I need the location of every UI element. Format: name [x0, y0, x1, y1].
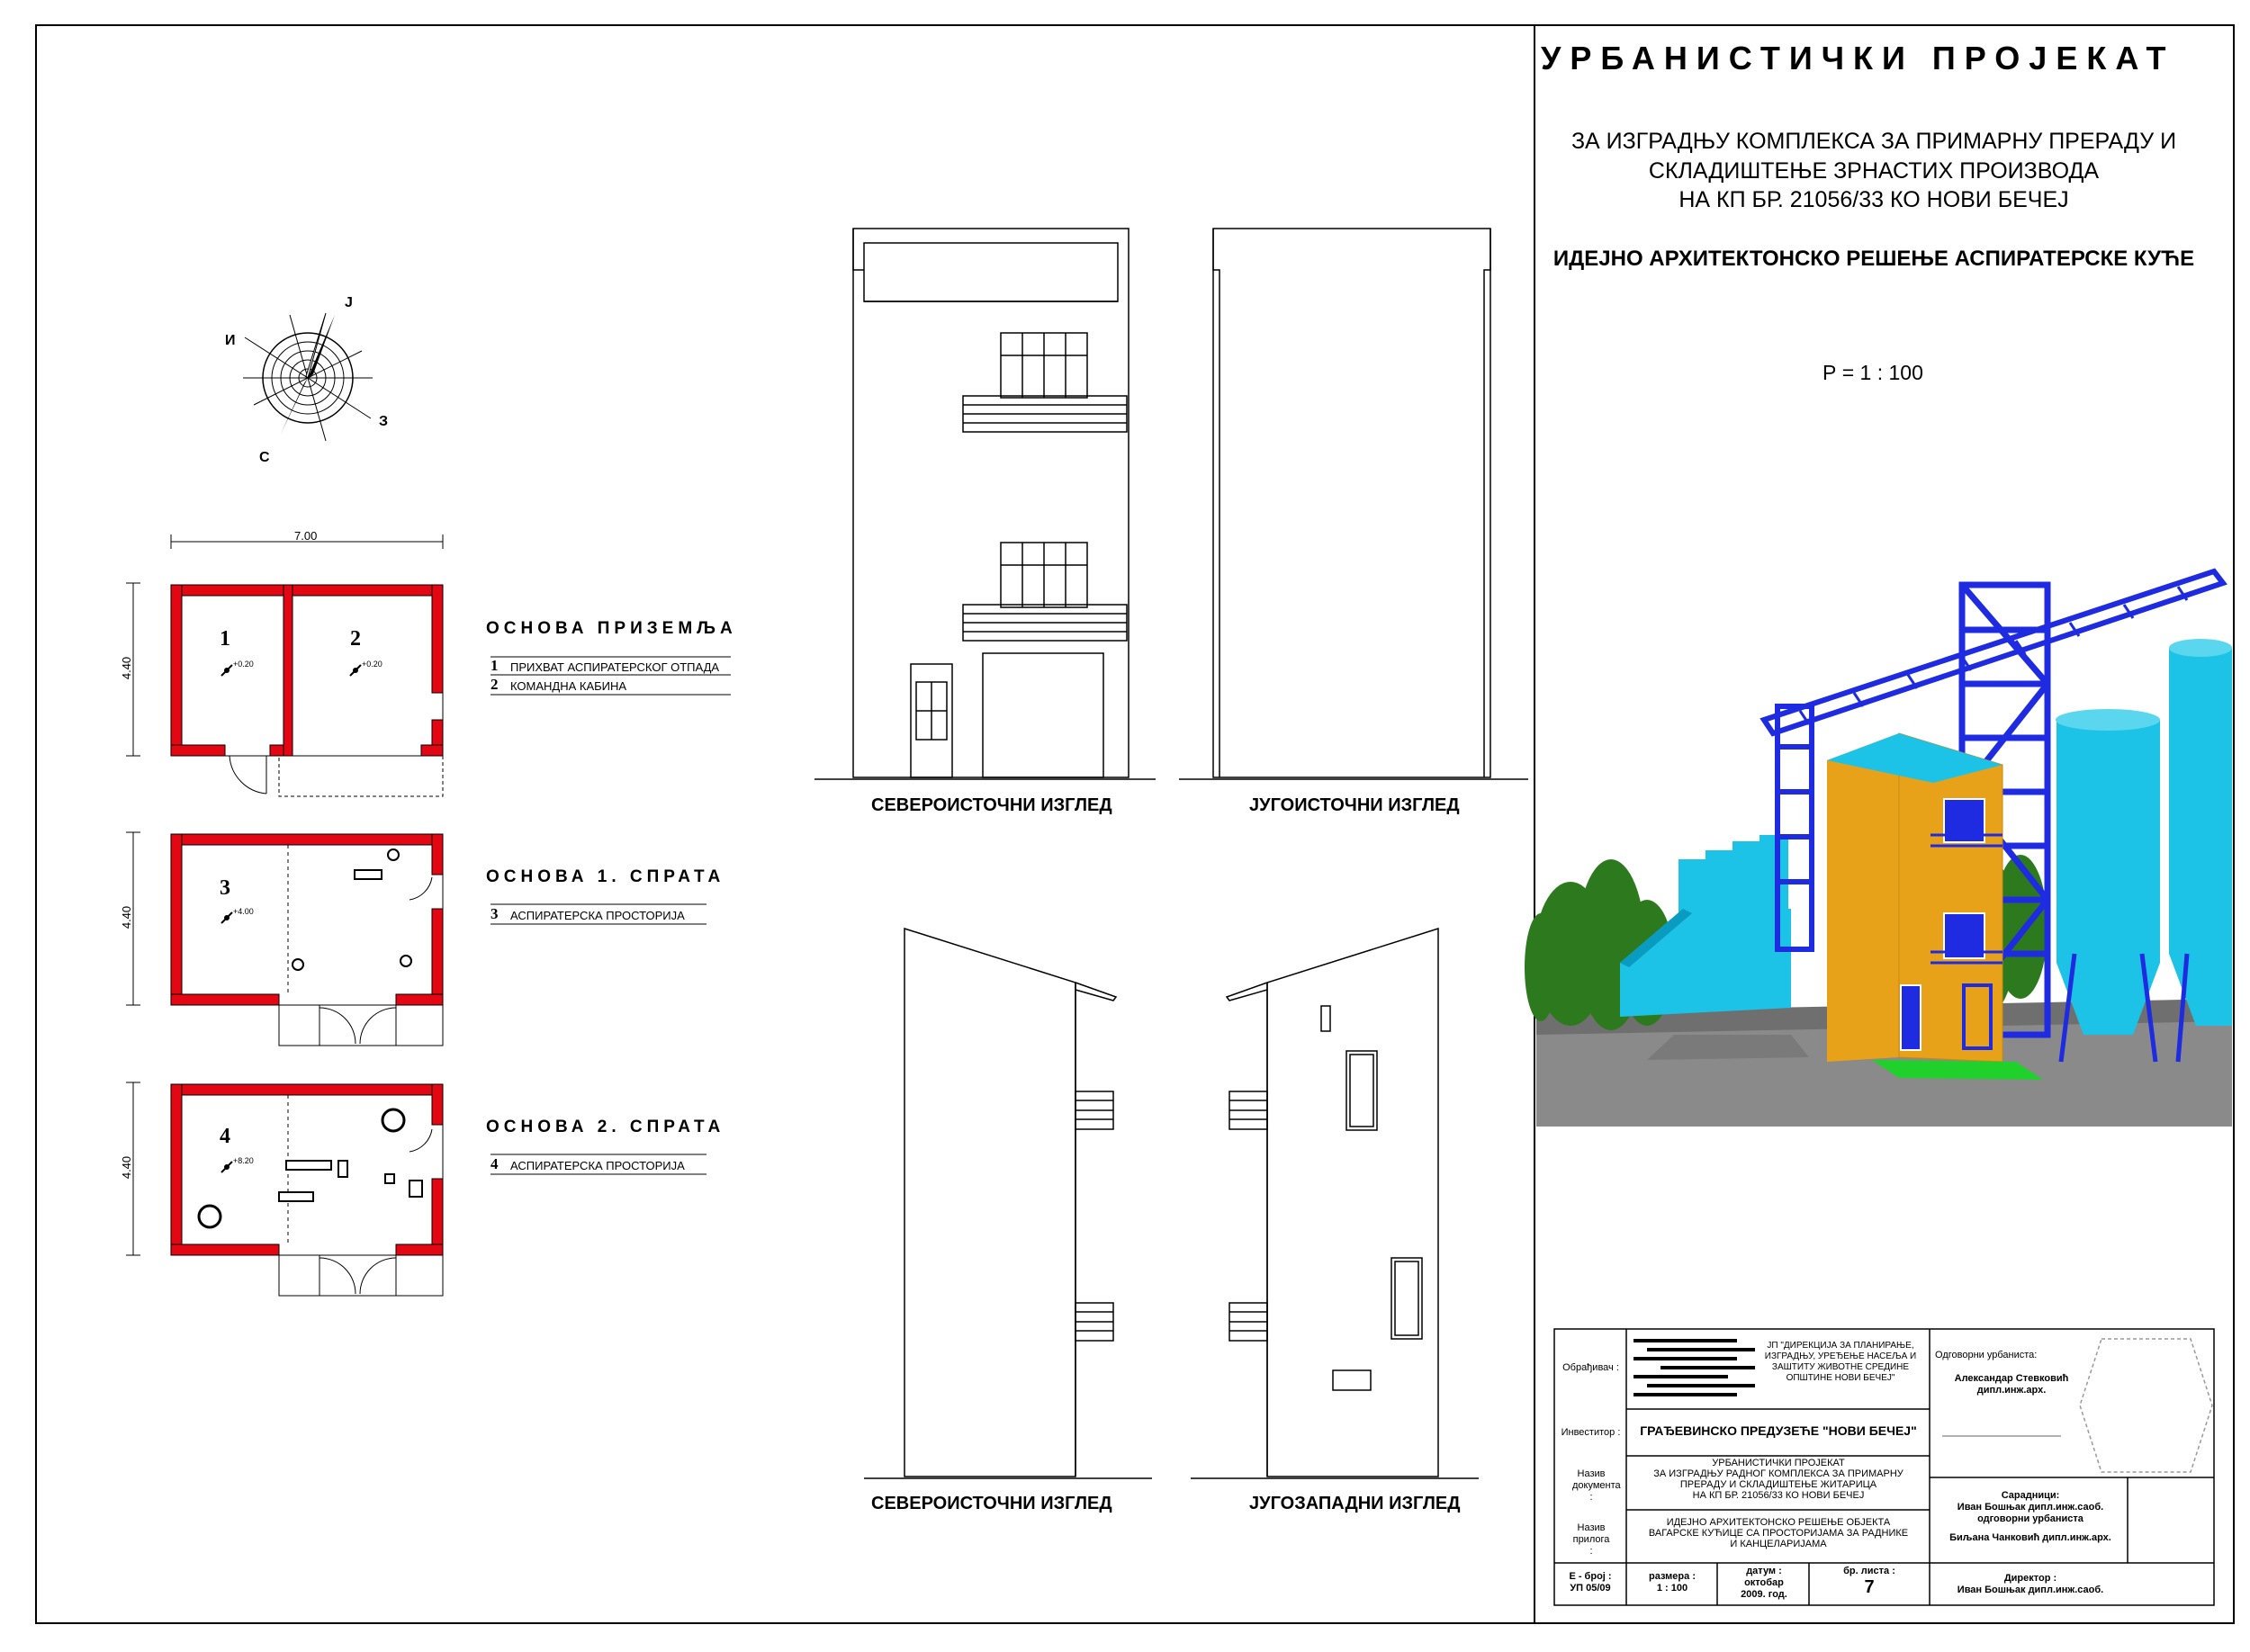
ground-level-mark-1: +0.20	[233, 660, 254, 669]
tb-investor-name: ГРАЂЕВИНСКО ПРЕДУЗЕЋЕ "НОВИ БЕЧЕЈ"	[1640, 1423, 1917, 1438]
processor-logo	[1634, 1341, 1755, 1395]
compass-label-n: С	[259, 450, 270, 465]
legend-num-4: 4	[490, 1155, 499, 1172]
tb-director: Директор : Иван Бошњак дипл.инж.саоб.	[1957, 1573, 2104, 1595]
legend-num-2: 2	[490, 676, 499, 693]
first-level-mark: +4.00	[233, 907, 254, 916]
tb-e-number: Е - број : УП 05/09	[1569, 1571, 1612, 1594]
ground-floor-plan	[126, 534, 443, 796]
project-subtitle-line-2: СКЛАДИШТЕЊЕ ЗРНАСТИХ ПРОИЗВОДА	[1648, 158, 2100, 184]
compass-label-s: Ј	[345, 295, 353, 310]
tb-attach-name: ИДЕЈНО АРХИТЕКТОНСКО РЕШЕЊЕ ОБЈЕКТА ВАГАРСКЕ КУЋИЦЕ СА ПРОСТОРИЈАМА ЗА РАДНИКЕ И КАНЦЕЛАРИЈАМА	[1648, 1517, 1909, 1549]
plan-width-dimension: 7.00	[294, 529, 318, 543]
tb-scale: размера : 1 : 100	[1649, 1571, 1696, 1594]
tb-label-doc-name: Назив документа :	[1572, 1468, 1621, 1503]
ground-level-mark-2: +0.20	[362, 660, 382, 669]
elevation-northwest-side	[864, 929, 1152, 1478]
project-title: УРБАНИСТИЧКИ ПРОЈЕКАТ	[1541, 40, 2175, 76]
tb-label-investor: Инвеститор :	[1561, 1427, 1621, 1438]
tb-responsible-person: Александар Стевковић дипл.инж.арх.	[1954, 1373, 2069, 1396]
room-number-1: 1	[220, 627, 230, 651]
room-number-4: 4	[220, 1125, 230, 1148]
legend-room-4: АСПИРАТЕРСКА ПРОСТОРИЈА	[510, 1159, 685, 1172]
ground-height-dimension: 4.40	[120, 656, 134, 680]
compass-label-w: З	[379, 414, 389, 429]
legend-room-1: ПРИХВАТ АСПИРАТЕРСКОГ ОТПАДА	[510, 660, 720, 674]
render-3d-view	[1525, 571, 2232, 1127]
second-floor-title: ОСНОВА 2. СПРАТА	[486, 1118, 725, 1136]
solution-title: ИДЕЈНО АРХИТЕКТОНСКО РЕШЕЊЕ АСПИРАТЕРСКЕ КУЋЕ	[1552, 247, 2195, 271]
second-level-mark: +8.20	[233, 1156, 254, 1165]
elevation-southeast	[1179, 229, 1528, 779]
tb-label-responsible: Одговорни урбаниста:	[1935, 1350, 2038, 1360]
legend-room-2: КОМАНДНА КАБИНА	[510, 679, 627, 693]
project-subtitle-line-3: НА КП БР. 21056/33 КО НОВИ БЕЧЕЈ	[1678, 187, 2069, 212]
legend-room-3: АСПИРАТЕРСКА ПРОСТОРИЈА	[510, 909, 685, 922]
second-height-dimension: 4.40	[120, 1155, 134, 1180]
tb-associates: Сарадници: Иван Бошњак дипл.инж.саоб. одговорни урбаниста Биљана Чанковић дипл.инж.арх.	[1949, 1490, 2111, 1543]
tb-label-attach-name: Назив прилога :	[1572, 1522, 1610, 1557]
room-number-3: 3	[220, 876, 230, 900]
north-arrow-compass	[243, 313, 373, 441]
tb-date: датум : октобар 2009. год.	[1741, 1566, 1787, 1600]
tb-label-processor: Обрађивач :	[1562, 1362, 1619, 1373]
elevation-northeast-front	[814, 229, 1156, 779]
legend-num-3: 3	[490, 905, 499, 922]
elevation-southwest	[1191, 929, 1479, 1478]
ground-floor-title: ОСНОВА ПРИЗЕМЉА	[486, 619, 737, 638]
drawing-scale: Р = 1 : 100	[1822, 361, 1923, 384]
second-floor-plan	[126, 1082, 443, 1296]
compass-label-e: И	[225, 333, 236, 348]
first-height-dimension: 4.40	[120, 905, 134, 929]
first-floor-plan	[126, 832, 443, 1046]
caption-southeast-elevation: ЈУГОИСТОЧНИ ИЗГЛЕД	[1249, 795, 1460, 815]
first-floor-title: ОСНОВА 1. СПРАТА	[486, 867, 725, 886]
tb-sheet-number: бр. листа : 7	[1843, 1566, 1895, 1597]
caption-southwest-elevation: ЈУГОЗАПАДНИ ИЗГЛЕД	[1249, 1494, 1461, 1513]
caption-northwest-elevation: СЕВЕРОИСТОЧНИ ИЗГЛЕД	[871, 1494, 1112, 1513]
tb-processor-org: ЈП "ДИРЕКЦИЈА ЗА ПЛАНИРАЊЕ, ИЗГРАДЊУ, УРЕЂЕЊЕ НАСЕЉА И ЗАШТИТУ ЖИВОТНЕ СРЕДИНЕ ОПШТИНЕ НОВИ БЕЧЕЈ"	[1764, 1341, 1917, 1383]
caption-northeast-elevation: СЕВЕРОИСТОЧНИ ИЗГЛЕД	[871, 795, 1112, 815]
legend-num-1: 1	[490, 657, 499, 674]
tb-doc-name: УРБАНИСТИЧКИ ПРОЈЕКАТ ЗА ИЗГРАДЊУ РАДНОГ КОМПЛЕКСА ЗА ПРИМАРНУ ПРЕРАДУ И СКЛАДИШТЕЊЕ ЖИТАРИЦА НА КП БР. 21056/33 КО НОВИ БЕЧЕЈ	[1653, 1458, 1904, 1501]
room-number-2: 2	[350, 627, 361, 651]
project-subtitle-line-1: ЗА ИЗГРАДЊУ КОМПЛЕКСА ЗА ПРИМАРНУ ПРЕРАДУ И	[1570, 129, 2177, 154]
